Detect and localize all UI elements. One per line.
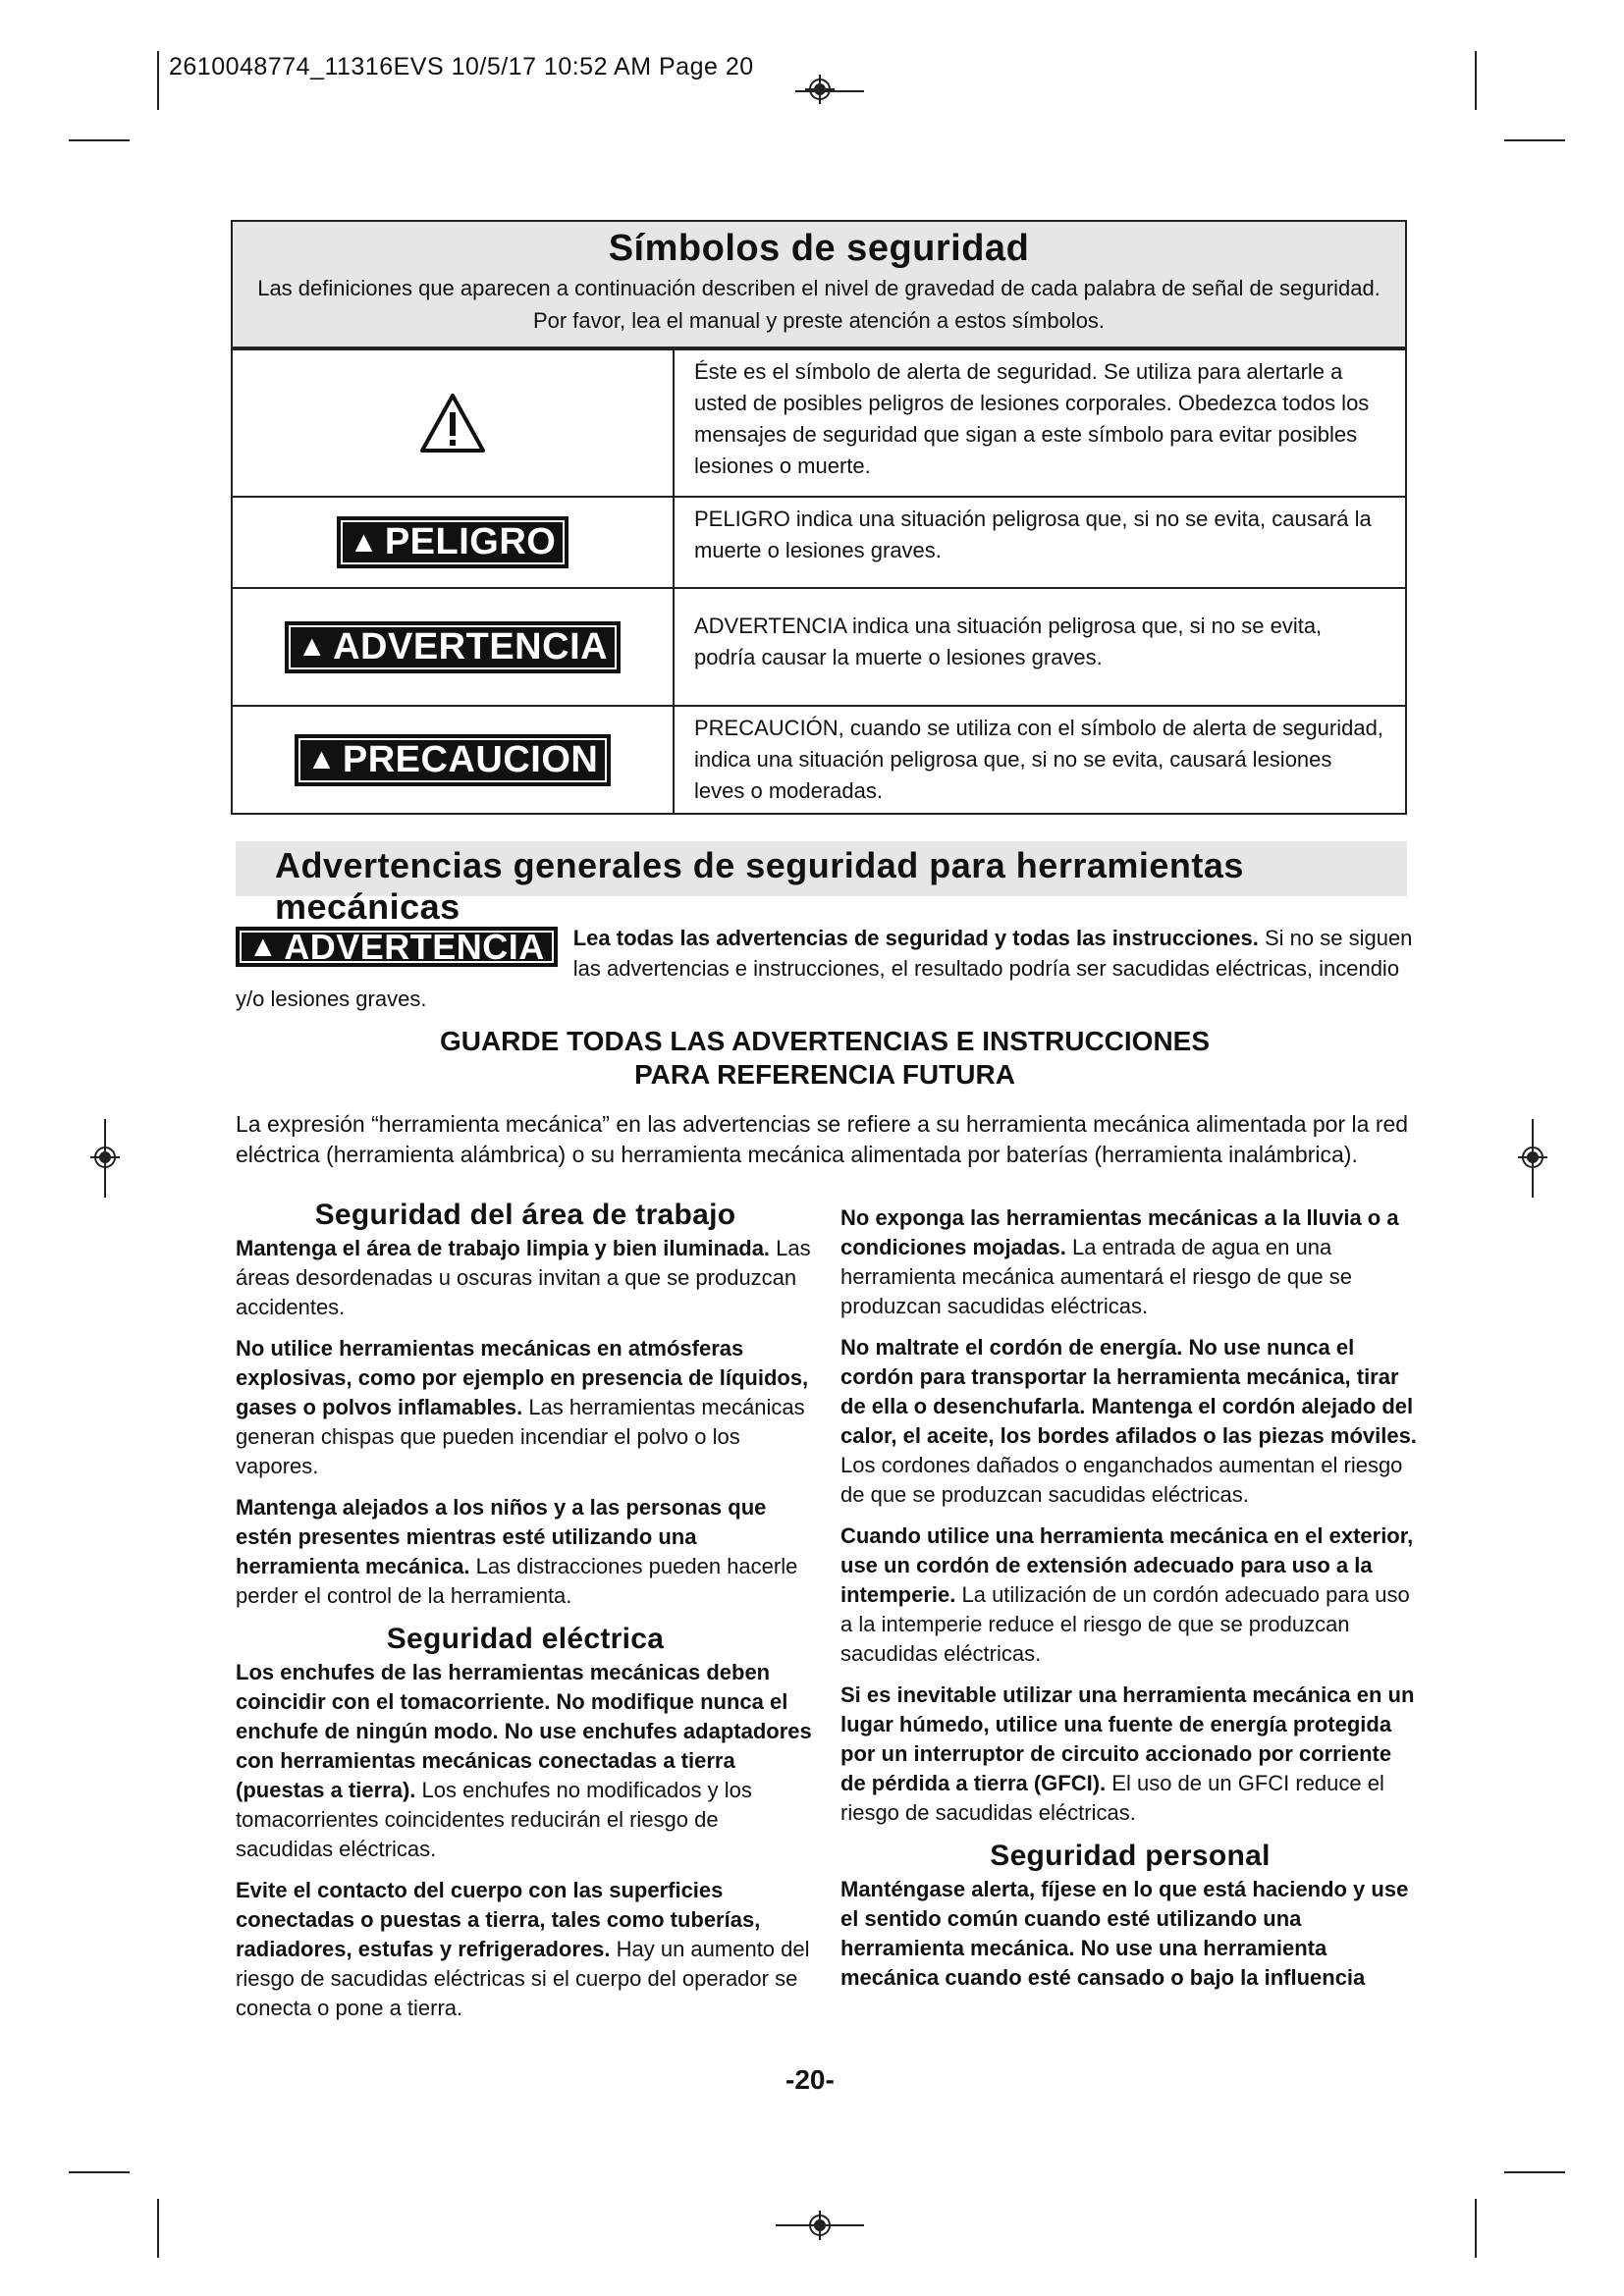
symbol-cell <box>233 498 675 587</box>
symbol-description: PELIGRO indica una situación peligrosa que, si no se evita, causará la muerte o lesiones graves. <box>694 507 1372 562</box>
symbol-row-precaucion <box>233 705 1405 813</box>
crop-mark <box>69 139 130 141</box>
advertencia-signal-badge <box>236 927 558 967</box>
crop-mark <box>157 2199 159 2258</box>
symbol-description: Éste es el símbolo de alerta de seguridad. Se utiliza para alertarle a usted de posibles peligros de lesiones corporales. Obedezca todos los mensajes de seguridad que sigan a este símbolo para evitar posibles lesiones o muerte. <box>694 359 1370 478</box>
body-text: Los cordones dañados o enganchados aumentan el riesgo de que se produzcan sacudidas eléctricas. <box>840 1453 1403 1507</box>
bold-text: Evite el contacto del cuerpo con las superficies conectadas o puestas a tierra, tales como tuberías, radiadores, estufas y refrigeradores. <box>236 1878 761 1961</box>
page-number: -20- <box>785 2064 835 2095</box>
bold-text: No utilice herramientas mecánicas en atmósferas explosivas, como por ejemplo en presencia de líquidos, gases o polvos inflamables. <box>236 1336 809 1419</box>
power-tool-definition: La expresión “herramienta mecánica” en las advertencias se refiere a su herramienta mecánica alimentada por la red eléctrica (herramienta alámbrica) o su herramienta mecánica alimentada por baterías (herramienta inalámbrica). <box>236 1111 1409 1167</box>
general-warnings-banner: Advertencias generales de seguridad para herramientas mecánicas <box>236 841 1407 896</box>
precaucion-signal-badge <box>295 734 612 786</box>
advertencia-label: ADVERTENCIA <box>284 927 545 967</box>
paragraph <box>840 1875 1420 1993</box>
print-header: 2610048774_11316EVS 10/5/17 10:52 AM Page 20 <box>169 53 754 80</box>
paragraph <box>840 1522 1420 1669</box>
crop-mark <box>1504 139 1565 141</box>
peligro-label: PELIGRO <box>384 521 557 562</box>
paragraph <box>236 1876 815 2023</box>
safety-symbols-title: Símbolos de seguridad <box>608 228 1030 269</box>
electrical-safety-heading: Seguridad eléctrica <box>386 1623 665 1655</box>
body-text: El uso de un GFCI reduce el riesgo de sacudidas eléctricas. <box>840 1771 1384 1825</box>
crop-mark <box>69 2171 130 2173</box>
registration-mark-icon <box>1518 1143 1547 1172</box>
paragraph <box>236 1658 815 1864</box>
safety-symbols-table <box>231 220 1407 815</box>
crop-mark <box>1475 2199 1477 2258</box>
work-area-heading: Seguridad del área de trabajo <box>314 1199 736 1231</box>
safety-symbols-intro: Las definiciones que aparecen a continuación describen el nivel de gravedad de cada palabra de señal de seguridad. Por favor, lea el manual y preste atención a estos símbolos. <box>257 276 1380 333</box>
registration-mark-icon <box>805 75 835 104</box>
warning-triangle-icon: ▲ <box>306 743 337 775</box>
bold-text: Mantenga alejados a los niños y a las personas que estén presentes mientras esté utilizando una herramienta mecánica. <box>236 1495 767 1578</box>
body-text: Las áreas desordenadas u oscuras invitan a que se produzcan accidentes. <box>236 1236 811 1319</box>
warning-text: Si no se siguen las advertencias e instrucciones, el resultado podría ser sacudidas eléctricas, incendio y/o lesiones graves. <box>236 926 1413 1011</box>
bold-text: Cuando utilice una herramienta mecánica en el exterior, use un cordón de extensión adecuado para uso a la intemperie. <box>840 1523 1414 1607</box>
warning-triangle-icon: ▲ <box>248 931 279 963</box>
symbol-row-advertencia <box>233 587 1405 705</box>
bold-text: Mantenga el área de trabajo limpia y bien iluminada. <box>236 1236 771 1260</box>
body-text: La entrada de agua en una herramienta mecánica aumentará el riesgo de que se produzcan sacudidas eléctricas. <box>840 1235 1352 1318</box>
symbol-cell <box>233 350 675 496</box>
paragraph <box>236 1234 815 1322</box>
crop-mark <box>157 51 159 110</box>
body-text: Los enchufes no modificados y los tomacorrientes coincidentes reducirán el riesgo de sacudidas eléctricas. <box>236 1778 752 1861</box>
warning-bold-text: Lea todas las advertencias de seguridad y todas las instrucciones. <box>572 926 1259 950</box>
left-column <box>236 1201 815 2035</box>
safety-symbols-header <box>233 222 1405 348</box>
symbol-row-peligro <box>233 496 1405 587</box>
registration-mark-icon <box>90 1143 120 1172</box>
body-text: La utilización de un cordón adecuado para uso a la intemperie reduce el riesgo de que se produzcan sacudidas eléctricas. <box>840 1582 1410 1666</box>
symbol-cell <box>233 707 675 813</box>
bold-text: Manténgase alerta, fíjese en lo que está haciendo y use el sentido común cuando esté utilizando una herramienta mecánica. No use una herramienta mecánica cuando esté cansado o bajo la influencia <box>840 1877 1409 1990</box>
symbol-cell <box>233 589 675 705</box>
crop-mark <box>1475 51 1477 110</box>
symbol-row-alert <box>233 348 1405 496</box>
advertencia-label: ADVERTENCIA <box>333 625 609 667</box>
warning-triangle-icon: ▲ <box>297 630 328 663</box>
body-text: Las herramientas mecánicas generan chispas que pueden incendiar el polvo o los vapores. <box>236 1395 805 1478</box>
body-text: Las distracciones pueden hacerle perder el control de la herramienta. <box>236 1554 798 1608</box>
crop-mark <box>1504 2171 1565 2173</box>
bold-text: No exponga las herramientas mecánicas a la lluvia o a condiciones mojadas. <box>840 1205 1399 1259</box>
symbol-description: PRECAUCIÓN, cuando se utiliza con el símbolo de alerta de seguridad, indica una situación peligrosa que, si no se evita, causará lesiones leves o moderadas. <box>694 716 1383 803</box>
right-column <box>840 1203 1420 2004</box>
safety-alert-triangle-icon <box>418 391 487 455</box>
save-instructions-heading <box>236 1025 1414 1092</box>
precaucion-label: PRECAUCION <box>342 738 599 780</box>
paragraph <box>840 1681 1420 1828</box>
paragraph <box>236 1334 815 1481</box>
bold-text: No maltrate el cordón de energía. No use nunca el cordón para transportar la herramienta mecánica, tirar de ella o desenchufarla. Mantenga el cordón alejado del calor, el aceite, los bordes afilados o las piezas móviles. <box>840 1335 1417 1448</box>
general-warning-paragraph <box>236 923 1414 1014</box>
paragraph <box>236 1493 815 1611</box>
registration-mark-icon <box>805 2211 835 2240</box>
symbol-description: ADVERTENCIA indica una situación peligrosa que, si no se evita, podría causar la muerte o lesiones graves. <box>694 614 1323 669</box>
personal-safety-heading: Seguridad personal <box>990 1840 1271 1872</box>
bold-text: Si es inevitable utilizar una herramienta mecánica en un lugar húmedo, utilice una fuente de energía protegida por un interruptor de circuito accionado por corriente de pérdida a tierra (GFCI). <box>840 1682 1415 1795</box>
peligro-signal-badge <box>337 516 569 568</box>
save-heading-line: GUARDE TODAS LAS ADVERTENCIAS E INSTRUCCIONES <box>439 1026 1211 1056</box>
bold-text: Los enchufes de las herramientas mecánicas deben coincidir con el tomacorriente. No modifique nunca el enchufe de ningún modo. No use enchufes adaptadores con herramientas mecánicas conectadas a tierra (puestas a tierra). <box>236 1660 812 1802</box>
body-text: Hay un aumento del riesgo de sacudidas eléctricas si el cuerpo del operador se conecta o pone a tierra. <box>236 1937 810 2020</box>
advertencia-signal-badge <box>285 621 621 673</box>
paragraph <box>840 1203 1420 1321</box>
paragraph <box>840 1333 1420 1510</box>
save-heading-line: PARA REFERENCIA FUTURA <box>634 1059 1015 1090</box>
warning-triangle-icon: ▲ <box>349 525 379 559</box>
